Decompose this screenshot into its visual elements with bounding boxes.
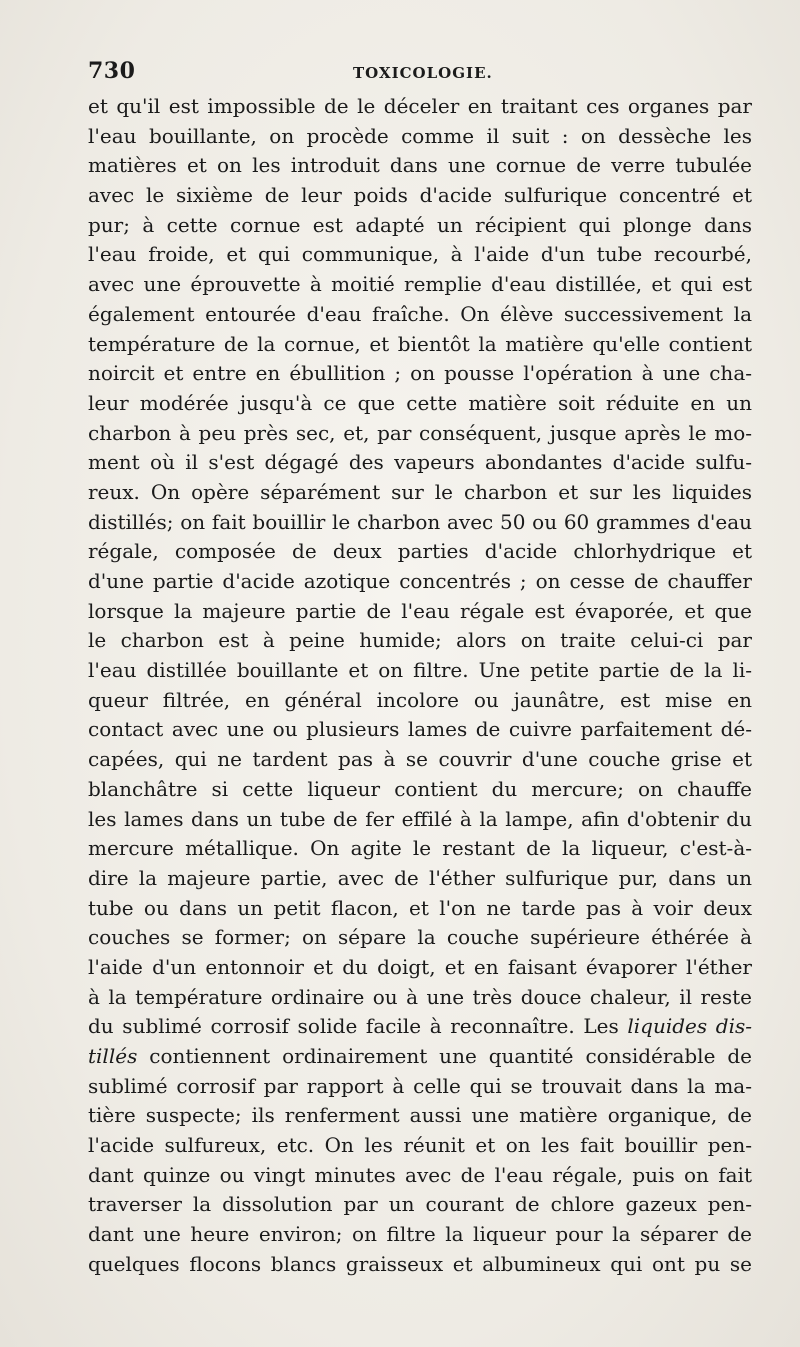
text-line: distillés; on fait bouillir le charbon avec 50 ou 60 grammes d'eau [88,509,752,534]
text-line: matières et on les introduit dans une cornue de verre tubulée [88,153,752,178]
body-text [88,92,752,1280]
text-line: blanchâtre si cette liqueur contient du mercure; on chauffe [88,776,752,801]
text-line: pur; à cette cornue est adapté un récipient qui plonge dans [88,212,752,237]
italic-term: liquides dis- [627,1014,752,1039]
text-line: reux. On opère séparément sur le charbon et sur les liquides [88,479,752,504]
text-line: l'eau froide, et qui communique, à l'aide d'un tube recourbé, [88,242,752,267]
running-head: TOXICOLOGIE. [353,64,493,82]
text-line: l'aide d'un entonnoir et du doigt, et en faisant évaporer l'éther [88,954,752,979]
text-line: régale, composée de deux parties d'acide chlorhydrique et [88,539,752,564]
text-line: lorsque la majeure partie de l'eau régale est évaporée, et que [88,598,752,623]
text-line: couches se former; on sépare la couche supérieure éthérée à [88,925,752,950]
italic-term: tillés [88,1044,138,1068]
text-line: dant une heure environ; on filtre la liqueur pour la séparer de [88,1222,752,1247]
text-line: mercure métallique. On agite le restant de la liqueur, c'est-à- [88,836,752,861]
text-line: capées, qui ne tardent pas à se couvrir d'une couche grise et [88,747,752,772]
text-line: contact avec une ou plusieurs lames de cuivre parfaitement dé- [88,717,752,742]
text-line: quelques flocons blancs graisseux et albumineux qui ont pu se [88,1251,752,1276]
text-line: à la température ordinaire ou à une très douce chaleur, il reste [88,984,752,1009]
text-line: également entourée d'eau fraîche. On élève successivement la [88,301,752,326]
page-header [88,58,752,88]
text-line: traverser la dissolution par un courant de chlore gazeux pen- [88,1192,752,1217]
text-line: et qu'il est impossible de le déceler en traitant ces organes par [88,94,752,118]
text-line: du sublimé corrosif solide facile à reconnaître. Les liquides dis- [88,1014,752,1039]
text-line: sublimé corrosif par rapport à celle qui se trouvait dans la ma- [88,1073,752,1098]
text-line: charbon à peu près sec, et, par conséquent, jusque après le mo- [88,420,752,445]
text-line: dire la majeure partie, avec de l'éther sulfurique pur, dans un [88,865,752,890]
text-line: température de la cornue, et bientôt la matière qu'elle contient [88,331,752,356]
text-line: noircit et entre en ébullition ; on pousse l'opération à une cha- [88,361,752,386]
text-line: le charbon est à peine humide; alors on traite celui-ci par [88,628,752,653]
text-line: l'eau bouillante, on procède comme il suit : on dessèche les [88,123,752,148]
text-line: leur modérée jusqu'à ce que cette matière soit réduite en un [88,390,752,415]
text-line: ment où il s'est dégagé des vapeurs abondantes d'acide sulfu- [88,450,752,475]
text-line: tière suspecte; ils renferment aussi une matière organique, de [88,1103,752,1128]
text-line: l'acide sulfureux, etc. On les réunit et on les fait bouillir pen- [88,1133,752,1158]
text-line: d'une partie d'acide azotique concentrés ; on cesse de chauffer [88,569,752,593]
text-line: avec une éprouvette à moitié remplie d'eau distillée, et qui est [88,272,752,297]
text-line: avec le sixième de leur poids d'acide sulfurique concentré et [88,183,752,208]
text-line: les lames dans un tube de fer effilé à la lampe, afin d'obtenir du [88,806,752,831]
text-line: tillés contiennent ordinairement une quantité considérable de [88,1044,752,1068]
page-number: 730 [88,58,136,84]
text-line: tube ou dans un petit flacon, et l'on ne tarde pas à voir deux [88,895,752,920]
text-line: queur filtrée, en général incolore ou jaunâtre, est mise en [88,687,752,712]
text-line: l'eau distillée bouillante et on filtre. Une petite partie de la li- [88,658,752,683]
text-line: dant quinze ou vingt minutes avec de l'eau régale, puis on fait [88,1162,752,1187]
